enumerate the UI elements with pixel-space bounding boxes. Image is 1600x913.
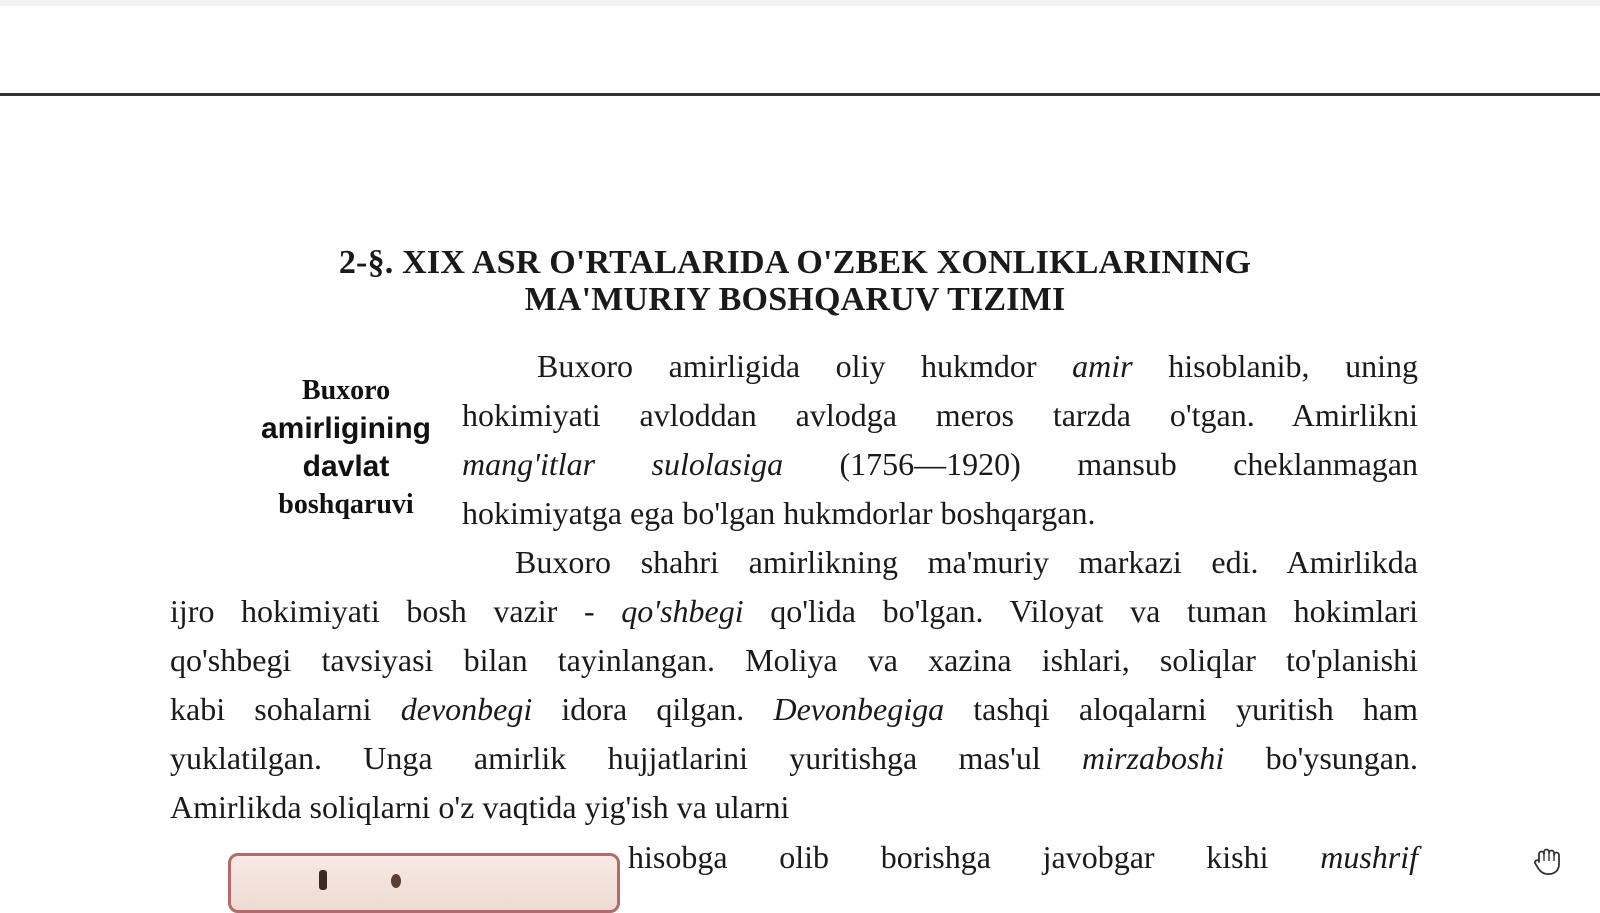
- text-span: tashqi aloqalarni yuritish ham: [944, 691, 1419, 727]
- term-devonbegi: devonbegi: [400, 691, 533, 727]
- paragraph-1: [462, 342, 1418, 538]
- paragraph-line: [170, 734, 1418, 783]
- term-amir: amir: [1072, 348, 1133, 384]
- paragraph-line: [170, 587, 1418, 636]
- paragraph-line: qo'shbegi tavsiyasi bilan tayinlangan. Moliya va xazina ishlari, soliqlar to'planishi: [170, 642, 1418, 678]
- text-span: yuklatilgan. Unga amirlik hujjatlarini yuritishga mas'ul: [170, 740, 1083, 776]
- image-detail: [319, 870, 327, 890]
- text-span: idora qilgan.: [532, 691, 774, 727]
- side-note: [240, 372, 452, 524]
- paragraph-line: [170, 685, 1418, 734]
- section-title: [170, 244, 1420, 318]
- section-title-line1: 2-§. XIX ASR O'RTALARIDA O'ZBEK XONLIKLARINING: [338, 244, 1252, 281]
- paragraph-3: [628, 833, 1418, 882]
- text-span: ijro hokimiyati bosh vazir -: [170, 593, 622, 629]
- image-detail: [391, 874, 401, 888]
- paragraph-line: hokimiyatga ega bo'lgan hukmdorlar boshqargan.: [462, 495, 1096, 531]
- side-note-line3: davlat: [302, 450, 390, 483]
- page-top-margin: [0, 0, 1600, 96]
- text-span: qo'lida bo'lgan. Viloyat va tuman hokimlari: [743, 593, 1419, 629]
- paragraph-line: hokimiyati avloddan avlodga meros tarzda o'tgan. Amirlikni: [462, 397, 1418, 433]
- text-span: bo'ysungan.: [1224, 740, 1419, 776]
- text-span: Buxoro amirligida oliy hukmdor: [537, 348, 1073, 384]
- term-mushrif: mushrif: [1320, 839, 1418, 875]
- text-span: hisoblanib, uning: [1132, 348, 1419, 384]
- side-note-line4: boshqaruvi: [278, 489, 414, 520]
- paragraph-line: [462, 342, 1418, 391]
- paragraph-line: [462, 440, 1418, 489]
- paragraph-2: [170, 538, 1418, 832]
- term-qoshbegi: qo'shbegi: [621, 593, 744, 629]
- paragraph-line: Buxoro shahri amirlikning ma'muriy markazi edi. Amirlikda: [515, 544, 1418, 580]
- hand-grab-cursor-icon[interactable]: [1530, 842, 1566, 878]
- paragraph-line: Amirlikda soliqlarni o'z vaqtida yig'ish va ularni: [170, 789, 790, 825]
- term-mangitlar: mang'itlar sulolasiga: [462, 446, 784, 482]
- text-span: (1756—1920) mansub cheklanmagan: [783, 446, 1418, 482]
- top-shadow: [0, 0, 1600, 6]
- section-title-line2: MA'MURIY BOSHQARUV TIZIMI: [524, 281, 1066, 318]
- illustration-image: [228, 853, 620, 913]
- text-span: hisobga olib borishga javobgar kishi: [628, 839, 1321, 875]
- term-devonbegiga: Devonbegiga: [773, 691, 945, 727]
- paragraph-line: [628, 833, 1418, 882]
- side-note-line2: amirligining: [260, 412, 431, 445]
- text-span: kabi sohalarni: [170, 691, 401, 727]
- term-mirzaboshi: mirzaboshi: [1082, 740, 1225, 776]
- side-note-line1: Buxoro: [301, 375, 391, 406]
